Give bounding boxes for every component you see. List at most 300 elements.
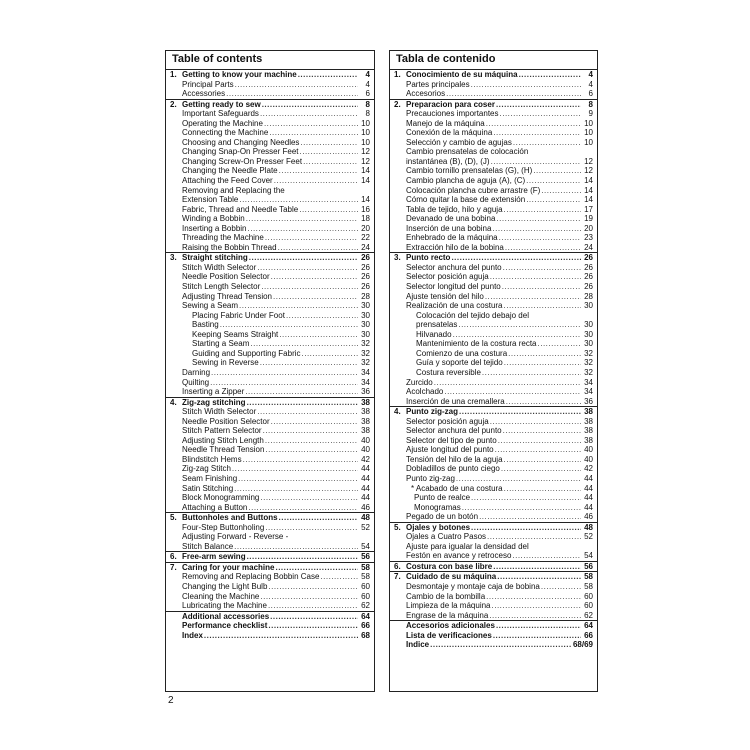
dot-leader [286,311,358,321]
toc-entry[interactable] [394,128,593,138]
toc-page-number: 38 [584,426,593,436]
toc-page-number: 36 [584,396,593,406]
dot-leader [485,292,581,302]
toc-entry-title: Extracción hilo de la bobina [406,242,504,252]
toc-entry[interactable] [394,349,593,359]
toc-entry[interactable] [394,387,593,397]
toc-page-number: 32 [361,348,370,358]
toc-page-number: 62 [584,610,593,620]
toc-entry[interactable] [170,214,370,224]
toc-page-number: 32 [584,367,593,377]
toc-entry[interactable] [394,80,593,90]
toc-chapter-entry[interactable] [170,563,370,573]
toc-entry-title: Changing the Light Bulb [182,581,268,591]
toc-entry[interactable] [394,551,593,561]
toc-entry[interactable] [170,503,370,513]
toc-page-number: 38 [584,435,593,445]
dot-leader [265,233,358,243]
toc-chapter-number: 6. [394,561,401,571]
dot-leader [273,292,358,302]
toc-entry-title: Quilting [182,377,210,387]
toc-page-number: 12 [361,156,370,166]
toc-entry[interactable] [394,138,593,148]
toc-page-number: 60 [361,591,370,601]
toc-page-number: 28 [584,291,593,301]
toc-page-number: 9 [588,109,593,119]
toc-entry[interactable] [394,455,593,465]
toc-entry[interactable] [394,512,593,522]
toc-page-number: 30 [584,320,593,330]
toc-chapter-entry[interactable] [394,253,593,263]
toc-entry[interactable] [170,349,370,359]
toc-chapter-number: 2. [170,99,177,109]
toc-page-number: 66 [361,621,370,631]
toc-entry[interactable] [170,205,370,215]
toc-entry[interactable] [170,292,370,302]
toc-entry[interactable] [170,80,370,90]
toc-section [390,407,597,522]
toc-page-number: 58 [361,572,370,582]
dot-leader [504,358,581,368]
toc-entry-title: Performance checklist [182,621,268,631]
toc-entry-title: Zig-zag stitching [182,397,246,407]
dot-leader [226,89,358,99]
toc-entry-title: Punto recto [406,253,451,263]
toc-entry[interactable] [394,195,593,205]
toc-entry[interactable] [170,89,370,99]
toc-entry-title: Cambio tornillo prensatelas (G), (H) [406,166,533,176]
toc-entry[interactable] [394,542,593,552]
dot-leader [303,157,358,167]
toc-chapter-entry[interactable] [394,100,593,110]
toc-page-number: 19 [584,214,593,224]
toc-entry[interactable] [394,157,593,167]
spanish-toc-panel [389,50,598,692]
toc-entry-title: Punto zig-zag [406,407,458,417]
toc-entry[interactable] [394,436,593,446]
toc-section [166,552,374,562]
dot-leader [493,128,581,138]
toc-entry-title: Threading the Machine [182,233,264,243]
toc-entry[interactable] [394,89,593,99]
dot-leader [501,464,581,474]
toc-entry[interactable] [170,601,370,611]
toc-page-number: 40 [584,454,593,464]
toc-page-number: 16 [361,204,370,214]
toc-entry-title: Changing Snap-On Presser Feet [182,147,299,157]
dot-leader [234,484,358,494]
toc-entry-title: Stitch Width Selector [182,262,257,272]
toc-chapter-entry[interactable] [170,612,370,622]
toc-entry-title: Tabla de tejido, hilo y aguja [406,204,503,214]
toc-entry[interactable] [170,138,370,148]
toc-entry[interactable] [170,195,370,205]
toc-chapter-entry[interactable] [394,631,593,641]
toc-entry[interactable] [170,109,370,119]
toc-entry[interactable] [394,109,593,119]
toc-page-number: 20 [584,223,593,233]
toc-entry-title: Adjusting Forward - Reverse - [182,532,289,542]
toc-entry[interactable] [170,320,370,330]
dot-leader [434,378,581,388]
toc-entry[interactable] [394,339,593,349]
toc-page-number: 30 [361,329,370,339]
toc-entry-title: Cleaning the Machine [182,591,260,601]
toc-entry-title: Stitch Balance [182,541,234,551]
toc-entry[interactable] [170,387,370,397]
toc-page-number: 32 [361,339,370,349]
toc-page-number: 34 [361,377,370,387]
toc-page-number: 38 [361,426,370,436]
toc-entry[interactable] [394,582,593,592]
toc-entry[interactable] [394,301,593,311]
toc-entry[interactable] [394,243,593,253]
toc-entry[interactable] [394,601,593,611]
toc-entry-title: Comienzo de una costura [416,348,508,358]
toc-chapter-entry[interactable] [170,513,370,523]
toc-entry-title: Sewing a Seam [182,301,239,311]
toc-entry-title: Index [182,630,203,640]
toc-chapter-number: 4. [394,407,401,417]
toc-entry[interactable] [394,503,593,513]
dot-leader [232,464,358,474]
dot-leader [458,320,581,330]
dot-leader [471,523,581,533]
toc-entry-title: Changing Screw-On Presser Feet [182,156,303,166]
toc-entry-title: Indice [406,640,430,650]
toc-page-number: 4 [365,70,370,79]
toc-entry-title: Needle Position Selector [182,416,270,426]
toc-chapter-number: 6. [170,552,177,562]
toc-page-number: 38 [361,416,370,426]
toc-chapter-entry[interactable] [170,398,370,408]
toc-section [166,513,374,551]
toc-page-number: 60 [584,591,593,601]
toc-entry[interactable] [170,523,370,533]
toc-entry[interactable] [394,186,593,196]
toc-page-number: 10 [361,118,370,128]
toc-entry-title: Cambio plancha de aguja (A), (C) [406,176,526,186]
toc-entry-title: Additional accessories [182,611,270,621]
dot-leader [451,253,581,263]
toc-entry[interactable] [394,368,593,378]
dot-leader [220,320,358,330]
toc-entry-title: Costura con base libre [406,561,493,571]
toc-page-number: 38 [584,416,593,426]
toc-entry[interactable] [170,378,370,388]
toc-entry[interactable] [394,147,593,157]
dot-leader [249,253,358,263]
toc-entry-title: Stitch Width Selector [182,407,257,417]
toc-entry[interactable] [394,397,593,407]
dot-leader [471,493,581,503]
dot-leader [533,166,581,176]
toc-entry[interactable] [394,272,593,282]
toc-entry-title: Limpieza de la máquina [406,601,491,611]
toc-entry-title: Sewing in Reverse [192,358,259,368]
toc-page-number: 58 [361,562,370,572]
toc-entry-title: Inserción de una cremallera [406,396,505,406]
toc-entry[interactable] [170,542,370,552]
toc-entry-title: Ajuste tensión del hilo [406,291,484,301]
toc-page-number: 34 [584,377,593,387]
toc-entry-title: Lista de verificaciones [406,630,492,640]
dot-leader [482,368,581,378]
dot-leader [456,474,581,484]
dot-leader [211,368,358,378]
toc-entry[interactable] [170,119,370,129]
toc-page-number: 14 [584,176,593,186]
toc-entry[interactable] [170,493,370,503]
toc-section [390,523,597,561]
toc-entry-title: Adjusting Stitch Length [182,435,264,445]
toc-entry-title: Lubricating the Machine [182,601,267,611]
toc-page-number: 26 [584,253,593,263]
toc-chapter-entry[interactable] [170,621,370,631]
toc-entry-title: Cuidado de su máquina [406,572,497,582]
dot-leader [265,436,358,446]
toc-entry[interactable] [394,464,593,474]
dot-leader [504,455,581,465]
toc-entry[interactable] [394,330,593,340]
toc-entry[interactable] [170,282,370,292]
toc-entry-title: Accessories [182,89,226,99]
toc-entry[interactable] [170,157,370,167]
toc-entry[interactable] [170,582,370,592]
toc-entry[interactable] [170,301,370,311]
dot-leader [504,301,581,311]
toc-entry[interactable] [170,474,370,484]
dot-leader [459,407,581,417]
toc-chapter-number: 4. [170,397,177,407]
toc-entry[interactable] [170,464,370,474]
toc-page-number: 36 [361,387,370,397]
toc-page-number: 44 [361,483,370,493]
dot-leader [257,407,358,417]
toc-entry[interactable] [170,186,370,196]
toc-entry[interactable] [170,233,370,243]
toc-entry[interactable] [394,205,593,215]
dot-leader [248,224,359,234]
toc-entry[interactable] [170,445,370,455]
toc-entry-title: Satin Stitching [182,483,234,493]
toc-chapter-number: 3. [394,253,401,263]
toc-entry[interactable] [394,166,593,176]
toc-entry-title: Ajuste longitud del punto [406,445,494,455]
toc-entry-title: Needle Thread Tension [182,445,265,455]
toc-page-number: 44 [584,493,593,503]
toc-entry-title: Inserción de una bobina [406,223,492,233]
toc-page-number: 23 [584,233,593,243]
toc-entry[interactable] [394,233,593,243]
toc-page-number: 60 [361,581,370,591]
toc-page-number: 8 [365,109,370,119]
toc-entry-title: Colocación plancha cubre arrastre (F) [406,185,541,195]
toc-page-number: 4 [588,79,593,89]
toc-chapter-number: 1. [170,70,177,79]
toc-entry-title: Hilvanado [416,329,452,339]
toc-page-number: 66 [584,630,593,640]
dot-leader [446,89,581,99]
toc-chapter-entry[interactable] [394,523,593,533]
toc-entry-title: Partes principales [406,79,470,89]
toc-page-number: 12 [584,156,593,166]
dot-leader [497,572,581,582]
toc-entry[interactable] [170,455,370,465]
toc-entry-title: Selector anchura del punto [406,426,502,436]
toc-entry[interactable] [170,436,370,446]
toc-entry[interactable] [394,311,593,321]
toc-chapter-entry[interactable] [170,631,370,641]
toc-entry[interactable] [394,445,593,455]
toc-entry[interactable] [170,407,370,417]
toc-entry[interactable] [170,339,370,349]
toc-entry[interactable] [394,592,593,602]
toc-section [390,70,597,99]
toc-chapter-entry[interactable] [170,100,370,110]
toc-entry[interactable] [170,166,370,176]
toc-page-number: 56 [361,552,370,562]
toc-entry[interactable] [394,378,593,388]
toc-entry-title: Dobladillos de punto ciego [406,464,500,474]
dot-leader [300,147,358,157]
toc-chapter-entry[interactable] [394,562,593,572]
dot-leader [299,205,358,215]
toc-page-number: 40 [361,445,370,455]
toc-entry[interactable] [170,330,370,340]
toc-page-number: 42 [361,454,370,464]
toc-chapter-entry[interactable] [394,407,593,417]
toc-chapter-entry[interactable] [394,621,593,631]
toc-page-number: 42 [584,464,593,474]
toc-entry[interactable] [170,311,370,321]
toc-chapter-entry[interactable] [170,70,370,80]
toc-entry[interactable] [170,592,370,602]
dot-leader [298,70,358,80]
dot-leader [234,542,358,552]
toc-entry[interactable] [394,320,593,330]
toc-entry[interactable] [394,263,593,273]
dot-leader [210,378,358,388]
toc-entry[interactable] [170,368,370,378]
toc-entry-title: Stitch Pattern Selector [182,426,262,436]
dot-leader [500,109,582,119]
toc-entry[interactable] [170,263,370,273]
toc-entry-title: Inserting a Zipper [182,387,245,397]
toc-page-number: 10 [361,128,370,138]
english-toc-panel [165,50,375,692]
toc-entry[interactable] [394,493,593,503]
toc-entry[interactable] [394,358,593,368]
toc-page-number: 30 [584,329,593,339]
toc-entry[interactable] [170,128,370,138]
toc-entry-title: Caring for your machine [182,562,275,572]
toc-page-number: 46 [361,502,370,512]
dot-leader [486,592,581,602]
toc-chapter-number: 2. [394,99,401,109]
toc-chapter-entry[interactable] [170,552,370,562]
toc-page-number: 40 [584,445,593,455]
toc-entry-title: Selector anchura del punto [406,262,502,272]
toc-section [390,621,597,650]
toc-page-number: 26 [361,262,370,272]
toc-entry-title: Changing the Needle Plate [182,166,278,176]
dot-leader [269,128,358,138]
toc-chapter-entry[interactable] [394,572,593,582]
toc-page-number: 56 [584,561,593,571]
toc-page-number: 14 [584,185,593,195]
toc-entry-title: Darning [182,367,211,377]
toc-entry-title: Selección y cambio de agujas [406,137,512,147]
dot-leader [512,551,581,561]
toc-entry-title: Mantenimiento de la costura recta [416,339,537,349]
toc-entry[interactable] [394,474,593,484]
toc-page-number: 26 [361,253,370,263]
toc-chapter-entry[interactable] [394,70,593,80]
toc-entry[interactable] [170,147,370,157]
toc-entry[interactable] [394,417,593,427]
toc-entry[interactable] [394,426,593,436]
toc-entry[interactable] [170,484,370,494]
toc-entry[interactable] [394,532,593,542]
toc-chapter-entry[interactable] [394,640,593,650]
toc-entry[interactable] [170,572,370,582]
toc-entry[interactable] [394,484,593,494]
toc-entry[interactable] [394,224,593,234]
toc-entry-title: * Acabado de una costura [411,483,503,493]
toc-entry[interactable] [394,214,593,224]
toc-entry[interactable] [394,282,593,292]
toc-entry-title: Placing Fabric Under Foot [192,310,285,320]
toc-entry-title: Costura reversible [416,367,481,377]
toc-entry[interactable] [394,176,593,186]
toc-entry[interactable] [170,417,370,427]
dot-leader [270,612,358,622]
dot-leader [519,70,581,80]
toc-entry[interactable] [394,119,593,129]
toc-chapter-entry[interactable] [170,253,370,263]
toc-page-number: 32 [584,358,593,368]
dot-leader [504,205,581,215]
toc-entry[interactable] [170,224,370,234]
toc-page-number: 24 [584,242,593,252]
toc-section [166,563,374,611]
toc-page-number: 32 [361,358,370,368]
dot-leader [490,417,581,427]
toc-page-number: 6 [588,89,593,99]
dot-leader [238,474,358,484]
dot-leader [239,301,358,311]
toc-entry[interactable] [170,176,370,186]
dot-leader [502,282,581,292]
toc-chapter-number: 7. [170,562,177,572]
toc-entry[interactable] [170,243,370,253]
toc-entry[interactable] [170,532,370,542]
toc-page-number: 4 [365,79,370,89]
toc-entry[interactable] [394,611,593,621]
dot-leader [490,272,581,282]
toc-entry[interactable] [394,292,593,302]
dot-leader [498,436,581,446]
toc-page-number: 62 [361,601,370,611]
dot-leader [268,582,358,592]
toc-entry[interactable] [170,358,370,368]
toc-entry[interactable] [170,426,370,436]
toc-chapter-number: 5. [394,522,401,532]
toc-entry[interactable] [170,272,370,282]
toc-section [390,572,597,620]
toc-entry-title: Zurcido [406,377,433,387]
